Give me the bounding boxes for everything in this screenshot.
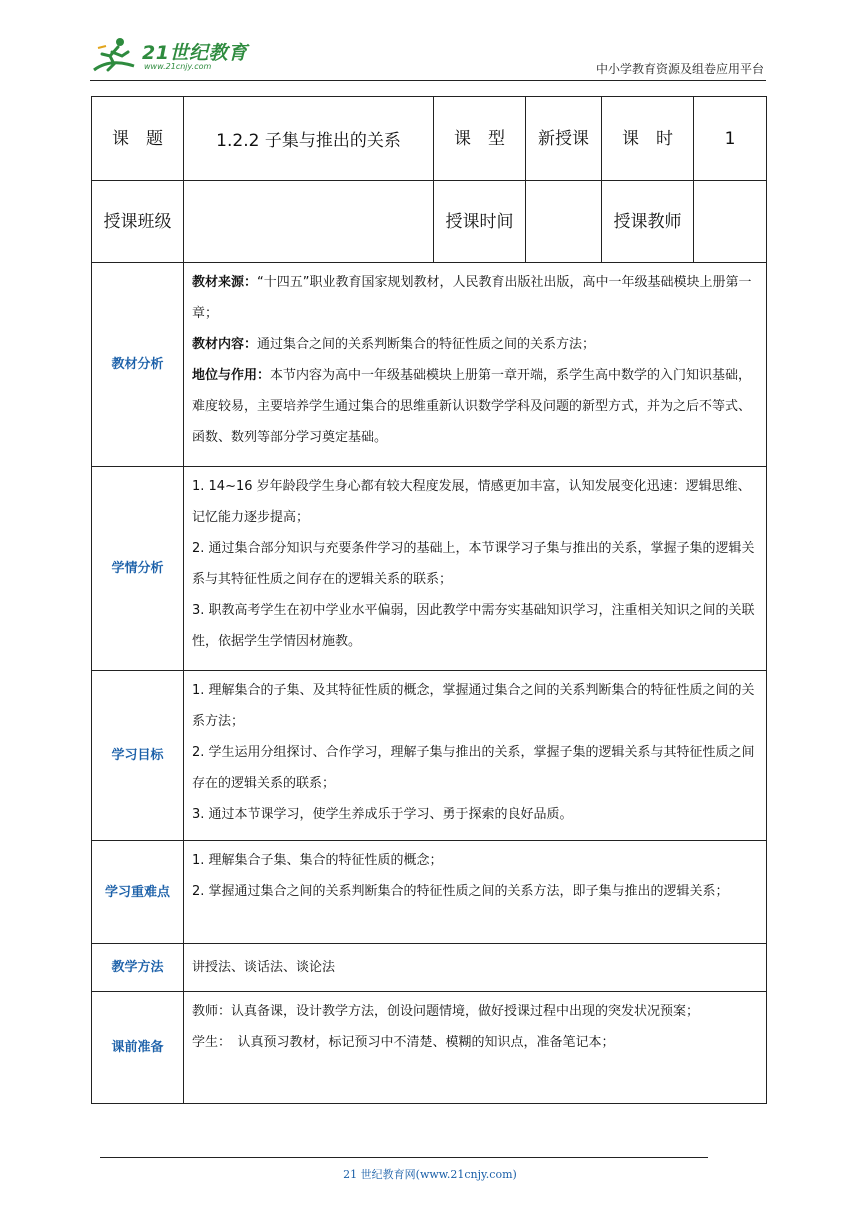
methods-label: 教学方法	[92, 944, 184, 992]
runner-logo-icon	[90, 36, 140, 76]
keypoints-label-text: 学习重难点	[104, 884, 170, 900]
prep-label: 课前准备	[92, 992, 184, 1104]
teacher-value	[694, 181, 767, 263]
teacher-label	[602, 181, 694, 263]
role-text: 本节内容为高中一年级基础模块上册第一章开端，系学生高中数学的入门知识基础，难度较易，主要培养学生通过集合的思维重新认识数学学科及问题的新型方式，并为之后不等式、函数、数列等部分学习奠定基础。	[192, 368, 752, 445]
table-row	[92, 181, 767, 263]
list-item: 3. 职教高考学生在初中学业水平偏弱，因此教学中需夯实基础知识学习，注重相关知识之间的关联性，依据学生学情因材施教。	[192, 603, 755, 649]
site-logo[interactable]	[90, 36, 260, 80]
content-head: 教材内容：	[192, 337, 258, 352]
table-row	[92, 944, 767, 992]
table-row	[92, 841, 767, 944]
source-head: 教材来源：	[192, 275, 258, 290]
time-label	[434, 181, 526, 263]
source-text: “十四五”职业教育国家规划教材，人民教育出版社出版，高中一年级基础模块上册第一章；	[192, 275, 752, 321]
page-header	[90, 30, 766, 78]
class-label	[92, 181, 184, 263]
table-row	[92, 467, 767, 671]
learners-content	[184, 467, 767, 671]
list-item: 2. 通过集合部分知识与充要条件学习的基础上，本节课学习子集与推出的关系，掌握子集的逻辑关系与其特征性质之间存在的逻辑关系的联系；	[192, 541, 755, 587]
list-item: 1. 理解集合子集、集合的特征性质的概念；	[192, 853, 443, 868]
topic-label: 课 题	[92, 97, 184, 181]
hours-value: 1	[694, 97, 767, 181]
type-value-text: 新授课	[538, 128, 589, 149]
table-row	[92, 97, 767, 181]
lesson-plan-table	[91, 96, 767, 1104]
keypoints-content	[184, 841, 767, 944]
footer-link[interactable]: 21 世纪教育网(www.21cnjy.com)	[343, 1168, 517, 1181]
list-item: 1. 理解集合的子集、及其特征性质的概念，掌握通过集合之间的关系判断集合的特征性质之间的关系方法；	[192, 683, 755, 729]
type-label: 课 型	[434, 97, 526, 181]
analysis-content	[184, 263, 767, 467]
logo-url: www.21cnjy.com	[144, 62, 212, 71]
analysis-label: 教材分析	[92, 263, 184, 467]
role-head: 地位与作用：	[192, 368, 271, 383]
hours-label: 课 时	[602, 97, 694, 181]
topic-value: 1.2.2 子集与推出的关系	[184, 97, 434, 181]
goals-label: 学习目标	[92, 671, 184, 841]
list-item: 3. 通过本节课学习，使学生养成乐于学习、勇于探索的良好品质。	[192, 807, 573, 822]
role-line	[192, 360, 758, 453]
methods-content	[184, 944, 767, 992]
footer-divider	[100, 1157, 708, 1158]
methods-text: 讲授法、谈话法、谈论法	[192, 960, 336, 975]
prep-teacher: 教师：认真备课，设计教学方法，创设问题情境，做好授课过程中出现的突发状况预案；	[192, 1004, 700, 1019]
time-label-text: 授课时间	[445, 211, 514, 232]
class-label-text: 授课班级	[103, 211, 172, 232]
table-row	[92, 263, 767, 467]
list-item: 2. 掌握通过集合之间的关系判断集合的特征性质之间的关系方法，即子集与推出的逻辑关系；	[192, 884, 729, 899]
teacher-label-text: 授课教师	[613, 211, 682, 232]
source-line	[192, 267, 758, 329]
table-row	[92, 671, 767, 841]
table-row	[92, 992, 767, 1104]
class-value	[184, 181, 434, 263]
prep-student: 学生： 认真预习教材，标记预习中不清楚、模糊的知识点，准备笔记本；	[192, 1035, 615, 1050]
platform-name: 中小学教育资源及组卷应用平台	[595, 62, 764, 76]
content-line	[192, 329, 758, 360]
learners-label: 学情分析	[92, 467, 184, 671]
prep-content	[184, 992, 767, 1104]
keypoints-label	[92, 841, 184, 944]
logo-text: 21世纪教育	[142, 42, 248, 64]
list-item: 1. 14~16 岁年龄段学生身心都有较大程度发展，情感更加丰富，认知发展变化迅速：逻辑思维、记忆能力逐步提高；	[192, 479, 751, 525]
content-text: 通过集合之间的关系判断集合的特征性质之间的关系方法；	[257, 337, 596, 352]
goals-content	[184, 671, 767, 841]
list-item: 2. 学生运用分组探讨、合作学习，理解子集与推出的关系，掌握子集的逻辑关系与其特征性质之间存在的逻辑关系的联系；	[192, 745, 755, 791]
time-value	[526, 181, 602, 263]
header-divider	[90, 80, 766, 81]
type-value	[526, 97, 602, 181]
